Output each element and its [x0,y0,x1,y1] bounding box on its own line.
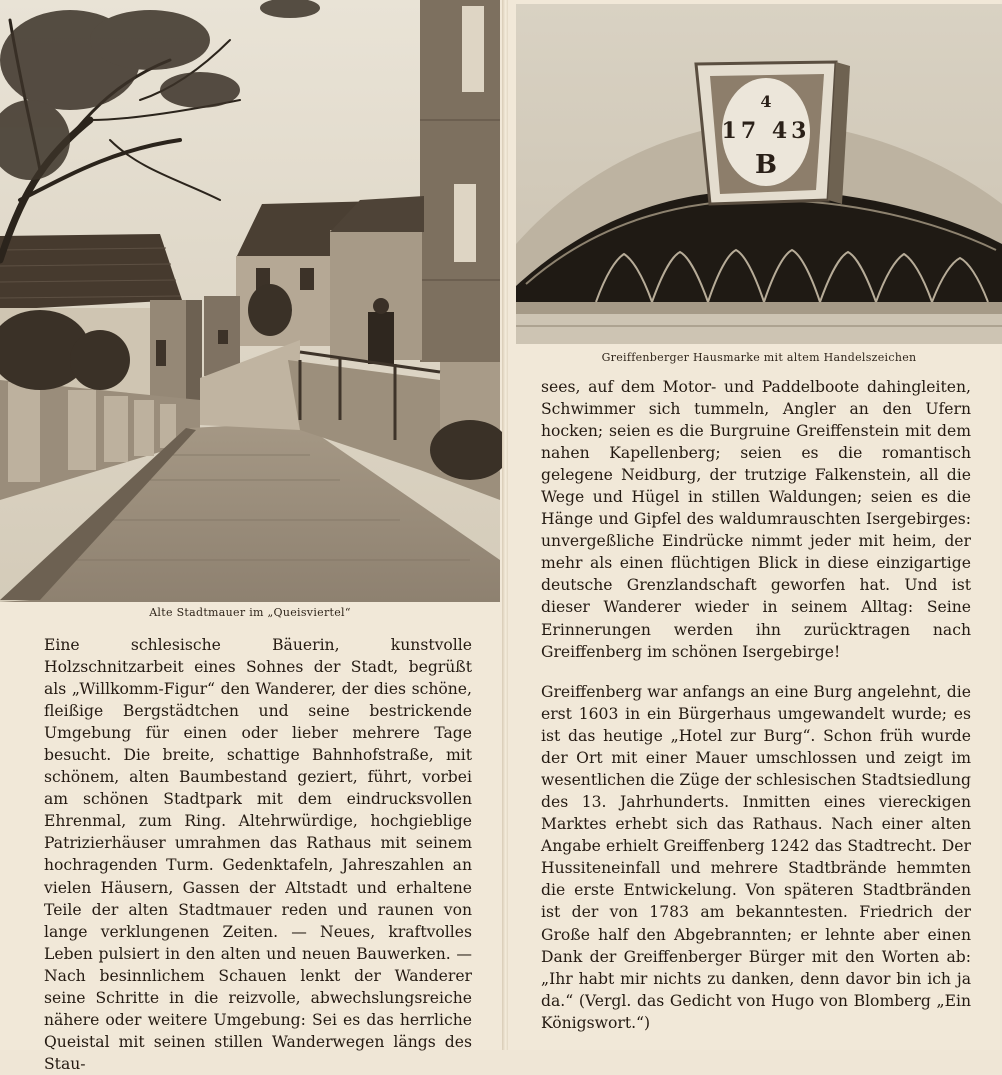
old-town-wall-photo [0,0,500,602]
right-photo-caption: Greiffenberger Hausmarke mit altem Handelszeichen [601,351,917,364]
house-mark-letter: B [755,150,777,180]
right-page-text-1 [541,376,971,663]
right-paragraph-1: sees, auf dem Motor- und Paddelboote dahingleiten, Schwimmer sich tummeln, Angler an den Ufern hocken; seien es die Burgruine Greiffenstein mit dem nahen Kapellenberg; seien es die romantisch gelegene Neidburg, der trutzige Falkenstein, all die Wege und Hügel in stillen Waldungen; seien es die Hänge und Gipfel des waldumrauschten Isergebirges: unvergeßliche Eindrücke nimmt jeder mit heim, der mehr als einen flüchtigen Blick in diese einzigartige deutsche Grenzlandschaft geworfen hat. Und ist dieser Wanderer wieder in seinem Alltag: Seine Erinnerungen werden ihn zurücktragen nach Greiffenberg im schönen Isergebirge! [541,378,971,661]
left-page-text [44,634,472,1075]
right-paragraph-2: Greiffenberg war anfangs an eine Burg angelehnt, die erst 1603 in ein Bürgerhaus umgewandelt wurde; es ist das heutige „Hotel zur Burg“. Schon früh wurde der Ort mit einer Mauer umschlossen und zeigt im wesentlichen die Züge der schlesischen Stadtsiedlung des 13. Jahrhunderts. Inmitten eines viereckigen Marktes erhebt sich das Rathaus. Nach einer alten Angabe erhielt Greiffenberg 1242 das Stadtrecht. Der Hussiteneinfall und mehrere Stadtbrände hemmten die erste Entwickelung. Von späteren Stadtbränden ist der von 1783 am bekanntesten. Friedrich der Große half den Abgebrannten; er lehnte aber einen Dank der Greiffenberger Bürger mit den Worten ab: „Ihr habt mir nichts zu danken, denn davor bin ich ja da.“ (Vergl. das Gedicht von Hugo von Blomberg „Ein Königswort.“) [541,683,971,1032]
right-page [508,0,1000,1050]
house-mark-photo [516,4,1002,344]
left-photo-caption: Alte Stadtmauer im „Queisviertel“ [149,606,351,619]
house-mark-year: 17 43 [721,118,811,144]
left-paragraph: Eine schlesische Bäuerin, kunstvolle Holzschnitzarbeit eines Sohnes der Stadt, begrüßt als „Willkomm-Figur“ den Wanderer, der dies schöne, fleißige Bergstädtchen und seine bestrickende Umgebung für einen oder lieber mehrere Tage besucht. Die breite, schattige Bahnhofstraße, mit schönem, alten Baumbestand geziert, führt, vorbei am schönen Stadtpark mit dem eindrucksvollen Ehrenmal, zum Ring. Altehrwürdige, hochgieblige Patrizierhäuser umrahmen das Rathaus mit seinem hochragenden Turm. Gedenktafeln, Jahreszahlen an vielen Häusern, Gassen der Altstadt und erhaltene Teile der alten Stadtmauer reden und raunen von lange verklungenen Zeiten. — Neues, kraftvolles Leben pulsiert in den alten und neuen Bauwerken. — Nach besinnlichem Schauen lenkt der Wanderer seine Schritte in die reizvolle, abwechslungsreiche nähere oder weitere Umgebung: Sei es das herrliche Queistal mit seinen stillen Wanderwegen längs des Stau- [44,636,472,1073]
house-mark-top: 4 [760,92,772,111]
right-page-text-2 [541,681,971,1034]
